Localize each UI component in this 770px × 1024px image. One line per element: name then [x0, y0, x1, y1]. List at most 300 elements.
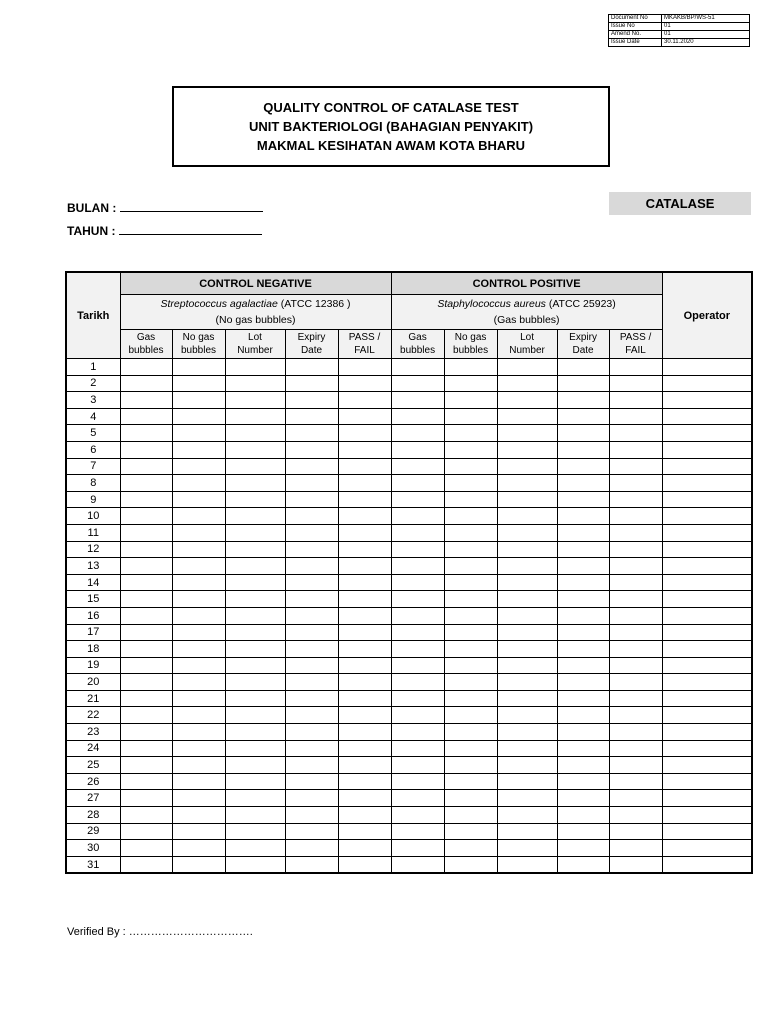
entry-cell[interactable]	[444, 624, 497, 641]
entry-cell[interactable]	[444, 491, 497, 508]
entry-cell[interactable]	[338, 607, 391, 624]
entry-cell[interactable]	[391, 491, 444, 508]
entry-cell[interactable]	[120, 807, 172, 824]
entry-cell[interactable]	[285, 674, 338, 691]
entry-cell[interactable]	[391, 425, 444, 442]
operator-cell[interactable]	[662, 807, 752, 824]
operator-cell[interactable]	[662, 624, 752, 641]
entry-cell[interactable]	[120, 524, 172, 541]
operator-cell[interactable]	[662, 674, 752, 691]
entry-cell[interactable]	[172, 425, 225, 442]
entry-cell[interactable]	[285, 392, 338, 409]
entry-cell[interactable]	[120, 840, 172, 857]
entry-cell[interactable]	[225, 740, 285, 757]
entry-cell[interactable]	[120, 773, 172, 790]
entry-cell[interactable]	[225, 375, 285, 392]
entry-cell[interactable]	[444, 558, 497, 575]
entry-cell[interactable]	[497, 359, 557, 376]
entry-cell[interactable]	[120, 458, 172, 475]
entry-cell[interactable]	[225, 607, 285, 624]
entry-cell[interactable]	[557, 657, 609, 674]
entry-cell[interactable]	[444, 375, 497, 392]
entry-cell[interactable]	[444, 840, 497, 857]
entry-cell[interactable]	[444, 591, 497, 608]
entry-cell[interactable]	[609, 458, 662, 475]
entry-cell[interactable]	[172, 508, 225, 525]
entry-cell[interactable]	[557, 392, 609, 409]
entry-cell[interactable]	[391, 607, 444, 624]
entry-cell[interactable]	[225, 823, 285, 840]
operator-cell[interactable]	[662, 757, 752, 774]
entry-cell[interactable]	[172, 856, 225, 873]
entry-cell[interactable]	[120, 359, 172, 376]
entry-cell[interactable]	[120, 740, 172, 757]
entry-cell[interactable]	[497, 541, 557, 558]
entry-cell[interactable]	[172, 441, 225, 458]
entry-cell[interactable]	[557, 674, 609, 691]
entry-cell[interactable]	[225, 524, 285, 541]
operator-cell[interactable]	[662, 541, 752, 558]
entry-cell[interactable]	[120, 607, 172, 624]
entry-cell[interactable]	[120, 707, 172, 724]
entry-cell[interactable]	[285, 458, 338, 475]
entry-cell[interactable]	[285, 624, 338, 641]
entry-cell[interactable]	[338, 392, 391, 409]
operator-cell[interactable]	[662, 840, 752, 857]
entry-cell[interactable]	[557, 524, 609, 541]
entry-cell[interactable]	[285, 359, 338, 376]
entry-cell[interactable]	[444, 425, 497, 442]
entry-cell[interactable]	[285, 441, 338, 458]
operator-cell[interactable]	[662, 773, 752, 790]
entry-cell[interactable]	[391, 574, 444, 591]
entry-cell[interactable]	[225, 392, 285, 409]
entry-cell[interactable]	[120, 856, 172, 873]
entry-cell[interactable]	[557, 591, 609, 608]
entry-cell[interactable]	[497, 757, 557, 774]
entry-cell[interactable]	[497, 674, 557, 691]
operator-cell[interactable]	[662, 607, 752, 624]
entry-cell[interactable]	[557, 508, 609, 525]
entry-cell[interactable]	[557, 773, 609, 790]
entry-cell[interactable]	[225, 773, 285, 790]
entry-cell[interactable]	[444, 607, 497, 624]
entry-cell[interactable]	[391, 856, 444, 873]
entry-cell[interactable]	[444, 773, 497, 790]
entry-cell[interactable]	[609, 840, 662, 857]
entry-cell[interactable]	[391, 558, 444, 575]
entry-cell[interactable]	[338, 491, 391, 508]
entry-cell[interactable]	[172, 375, 225, 392]
entry-cell[interactable]	[497, 823, 557, 840]
bulan-line[interactable]	[120, 201, 263, 212]
entry-cell[interactable]	[285, 823, 338, 840]
entry-cell[interactable]	[338, 773, 391, 790]
entry-cell[interactable]	[557, 558, 609, 575]
entry-cell[interactable]	[172, 574, 225, 591]
entry-cell[interactable]	[497, 641, 557, 658]
entry-cell[interactable]	[225, 491, 285, 508]
entry-cell[interactable]	[338, 375, 391, 392]
entry-cell[interactable]	[391, 657, 444, 674]
entry-cell[interactable]	[338, 690, 391, 707]
operator-cell[interactable]	[662, 441, 752, 458]
entry-cell[interactable]	[609, 790, 662, 807]
entry-cell[interactable]	[338, 641, 391, 658]
entry-cell[interactable]	[338, 740, 391, 757]
entry-cell[interactable]	[120, 790, 172, 807]
entry-cell[interactable]	[172, 707, 225, 724]
entry-cell[interactable]	[609, 491, 662, 508]
entry-cell[interactable]	[172, 408, 225, 425]
entry-cell[interactable]	[285, 740, 338, 757]
entry-cell[interactable]	[444, 641, 497, 658]
operator-cell[interactable]	[662, 458, 752, 475]
entry-cell[interactable]	[338, 558, 391, 575]
entry-cell[interactable]	[225, 840, 285, 857]
entry-cell[interactable]	[172, 840, 225, 857]
entry-cell[interactable]	[338, 856, 391, 873]
entry-cell[interactable]	[120, 425, 172, 442]
entry-cell[interactable]	[172, 591, 225, 608]
entry-cell[interactable]	[172, 757, 225, 774]
entry-cell[interactable]	[338, 408, 391, 425]
entry-cell[interactable]	[225, 856, 285, 873]
entry-cell[interactable]	[225, 508, 285, 525]
entry-cell[interactable]	[338, 823, 391, 840]
entry-cell[interactable]	[120, 823, 172, 840]
entry-cell[interactable]	[120, 624, 172, 641]
operator-cell[interactable]	[662, 425, 752, 442]
entry-cell[interactable]	[225, 790, 285, 807]
entry-cell[interactable]	[497, 408, 557, 425]
entry-cell[interactable]	[285, 790, 338, 807]
entry-cell[interactable]	[497, 491, 557, 508]
operator-cell[interactable]	[662, 508, 752, 525]
entry-cell[interactable]	[497, 458, 557, 475]
entry-cell[interactable]	[609, 823, 662, 840]
entry-cell[interactable]	[391, 508, 444, 525]
entry-cell[interactable]	[497, 840, 557, 857]
operator-cell[interactable]	[662, 491, 752, 508]
entry-cell[interactable]	[285, 840, 338, 857]
entry-cell[interactable]	[172, 607, 225, 624]
entry-cell[interactable]	[338, 359, 391, 376]
entry-cell[interactable]	[609, 441, 662, 458]
entry-cell[interactable]	[338, 458, 391, 475]
entry-cell[interactable]	[609, 740, 662, 757]
entry-cell[interactable]	[172, 359, 225, 376]
operator-cell[interactable]	[662, 574, 752, 591]
entry-cell[interactable]	[225, 408, 285, 425]
entry-cell[interactable]	[225, 624, 285, 641]
entry-cell[interactable]	[557, 624, 609, 641]
entry-cell[interactable]	[557, 641, 609, 658]
entry-cell[interactable]	[225, 458, 285, 475]
entry-cell[interactable]	[338, 425, 391, 442]
entry-cell[interactable]	[391, 375, 444, 392]
operator-cell[interactable]	[662, 524, 752, 541]
entry-cell[interactable]	[285, 475, 338, 492]
entry-cell[interactable]	[285, 641, 338, 658]
entry-cell[interactable]	[557, 408, 609, 425]
entry-cell[interactable]	[172, 558, 225, 575]
operator-cell[interactable]	[662, 707, 752, 724]
entry-cell[interactable]	[609, 856, 662, 873]
entry-cell[interactable]	[444, 441, 497, 458]
entry-cell[interactable]	[338, 840, 391, 857]
entry-cell[interactable]	[444, 574, 497, 591]
entry-cell[interactable]	[338, 757, 391, 774]
entry-cell[interactable]	[120, 475, 172, 492]
entry-cell[interactable]	[285, 690, 338, 707]
entry-cell[interactable]	[172, 541, 225, 558]
entry-cell[interactable]	[497, 773, 557, 790]
entry-cell[interactable]	[172, 524, 225, 541]
entry-cell[interactable]	[497, 591, 557, 608]
entry-cell[interactable]	[120, 541, 172, 558]
verified-by[interactable]: Verified By : …………………………….	[67, 926, 253, 938]
entry-cell[interactable]	[285, 657, 338, 674]
entry-cell[interactable]	[557, 790, 609, 807]
entry-cell[interactable]	[497, 475, 557, 492]
entry-cell[interactable]	[120, 674, 172, 691]
entry-cell[interactable]	[338, 524, 391, 541]
entry-cell[interactable]	[338, 441, 391, 458]
entry-cell[interactable]	[120, 690, 172, 707]
entry-cell[interactable]	[609, 359, 662, 376]
operator-cell[interactable]	[662, 392, 752, 409]
entry-cell[interactable]	[225, 558, 285, 575]
entry-cell[interactable]	[497, 425, 557, 442]
entry-cell[interactable]	[172, 392, 225, 409]
entry-cell[interactable]	[225, 541, 285, 558]
entry-cell[interactable]	[557, 757, 609, 774]
entry-cell[interactable]	[444, 657, 497, 674]
entry-cell[interactable]	[391, 359, 444, 376]
entry-cell[interactable]	[285, 773, 338, 790]
entry-cell[interactable]	[120, 408, 172, 425]
entry-cell[interactable]	[444, 740, 497, 757]
entry-cell[interactable]	[444, 724, 497, 741]
entry-cell[interactable]	[497, 508, 557, 525]
entry-cell[interactable]	[609, 757, 662, 774]
entry-cell[interactable]	[391, 757, 444, 774]
entry-cell[interactable]	[557, 574, 609, 591]
entry-cell[interactable]	[557, 425, 609, 442]
operator-cell[interactable]	[662, 641, 752, 658]
entry-cell[interactable]	[285, 491, 338, 508]
entry-cell[interactable]	[391, 823, 444, 840]
entry-cell[interactable]	[391, 624, 444, 641]
entry-cell[interactable]	[391, 840, 444, 857]
entry-cell[interactable]	[444, 823, 497, 840]
entry-cell[interactable]	[391, 458, 444, 475]
entry-cell[interactable]	[497, 807, 557, 824]
entry-cell[interactable]	[497, 441, 557, 458]
entry-cell[interactable]	[497, 392, 557, 409]
entry-cell[interactable]	[120, 591, 172, 608]
entry-cell[interactable]	[172, 773, 225, 790]
entry-cell[interactable]	[609, 707, 662, 724]
entry-cell[interactable]	[609, 591, 662, 608]
operator-cell[interactable]	[662, 790, 752, 807]
bulan-field[interactable]	[67, 201, 263, 215]
entry-cell[interactable]	[285, 425, 338, 442]
entry-cell[interactable]	[497, 558, 557, 575]
entry-cell[interactable]	[225, 591, 285, 608]
entry-cell[interactable]	[225, 425, 285, 442]
entry-cell[interactable]	[391, 392, 444, 409]
entry-cell[interactable]	[120, 657, 172, 674]
entry-cell[interactable]	[557, 375, 609, 392]
entry-cell[interactable]	[557, 458, 609, 475]
entry-cell[interactable]	[497, 740, 557, 757]
entry-cell[interactable]	[172, 740, 225, 757]
entry-cell[interactable]	[285, 757, 338, 774]
entry-cell[interactable]	[172, 641, 225, 658]
entry-cell[interactable]	[609, 524, 662, 541]
entry-cell[interactable]	[172, 690, 225, 707]
entry-cell[interactable]	[285, 524, 338, 541]
entry-cell[interactable]	[609, 574, 662, 591]
entry-cell[interactable]	[338, 541, 391, 558]
entry-cell[interactable]	[225, 359, 285, 376]
entry-cell[interactable]	[285, 591, 338, 608]
entry-cell[interactable]	[609, 624, 662, 641]
entry-cell[interactable]	[285, 375, 338, 392]
entry-cell[interactable]	[609, 807, 662, 824]
entry-cell[interactable]	[285, 707, 338, 724]
entry-cell[interactable]	[391, 408, 444, 425]
entry-cell[interactable]	[609, 541, 662, 558]
entry-cell[interactable]	[338, 574, 391, 591]
entry-cell[interactable]	[338, 674, 391, 691]
entry-cell[interactable]	[557, 359, 609, 376]
entry-cell[interactable]	[172, 807, 225, 824]
entry-cell[interactable]	[444, 541, 497, 558]
entry-cell[interactable]	[120, 574, 172, 591]
entry-cell[interactable]	[391, 524, 444, 541]
operator-cell[interactable]	[662, 856, 752, 873]
operator-cell[interactable]	[662, 724, 752, 741]
entry-cell[interactable]	[497, 707, 557, 724]
entry-cell[interactable]	[120, 641, 172, 658]
entry-cell[interactable]	[391, 441, 444, 458]
entry-cell[interactable]	[225, 441, 285, 458]
entry-cell[interactable]	[391, 690, 444, 707]
entry-cell[interactable]	[120, 441, 172, 458]
entry-cell[interactable]	[391, 475, 444, 492]
entry-cell[interactable]	[225, 475, 285, 492]
entry-cell[interactable]	[338, 591, 391, 608]
operator-cell[interactable]	[662, 558, 752, 575]
entry-cell[interactable]	[444, 475, 497, 492]
entry-cell[interactable]	[444, 408, 497, 425]
entry-cell[interactable]	[609, 690, 662, 707]
entry-cell[interactable]	[391, 641, 444, 658]
entry-cell[interactable]	[444, 856, 497, 873]
entry-cell[interactable]	[609, 558, 662, 575]
entry-cell[interactable]	[120, 375, 172, 392]
entry-cell[interactable]	[225, 574, 285, 591]
entry-cell[interactable]	[557, 807, 609, 824]
entry-cell[interactable]	[609, 657, 662, 674]
operator-cell[interactable]	[662, 740, 752, 757]
entry-cell[interactable]	[172, 823, 225, 840]
entry-cell[interactable]	[609, 508, 662, 525]
entry-cell[interactable]	[172, 657, 225, 674]
entry-cell[interactable]	[557, 724, 609, 741]
entry-cell[interactable]	[444, 392, 497, 409]
entry-cell[interactable]	[285, 508, 338, 525]
entry-cell[interactable]	[338, 807, 391, 824]
entry-cell[interactable]	[225, 657, 285, 674]
operator-cell[interactable]	[662, 690, 752, 707]
entry-cell[interactable]	[497, 856, 557, 873]
entry-cell[interactable]	[609, 724, 662, 741]
entry-cell[interactable]	[391, 541, 444, 558]
entry-cell[interactable]	[444, 707, 497, 724]
operator-cell[interactable]	[662, 591, 752, 608]
entry-cell[interactable]	[444, 790, 497, 807]
entry-cell[interactable]	[172, 458, 225, 475]
entry-cell[interactable]	[285, 541, 338, 558]
entry-cell[interactable]	[609, 674, 662, 691]
operator-cell[interactable]	[662, 408, 752, 425]
operator-cell[interactable]	[662, 823, 752, 840]
entry-cell[interactable]	[338, 724, 391, 741]
entry-cell[interactable]	[444, 690, 497, 707]
entry-cell[interactable]	[285, 558, 338, 575]
entry-cell[interactable]	[338, 790, 391, 807]
entry-cell[interactable]	[497, 724, 557, 741]
entry-cell[interactable]	[391, 773, 444, 790]
entry-cell[interactable]	[172, 790, 225, 807]
entry-cell[interactable]	[285, 856, 338, 873]
entry-cell[interactable]	[444, 807, 497, 824]
entry-cell[interactable]	[557, 541, 609, 558]
entry-cell[interactable]	[557, 840, 609, 857]
entry-cell[interactable]	[391, 591, 444, 608]
entry-cell[interactable]	[557, 823, 609, 840]
entry-cell[interactable]	[285, 724, 338, 741]
operator-cell[interactable]	[662, 375, 752, 392]
entry-cell[interactable]	[172, 624, 225, 641]
entry-cell[interactable]	[391, 790, 444, 807]
entry-cell[interactable]	[338, 508, 391, 525]
entry-cell[interactable]	[172, 491, 225, 508]
entry-cell[interactable]	[444, 524, 497, 541]
operator-cell[interactable]	[662, 657, 752, 674]
entry-cell[interactable]	[609, 607, 662, 624]
entry-cell[interactable]	[557, 690, 609, 707]
entry-cell[interactable]	[609, 425, 662, 442]
entry-cell[interactable]	[391, 740, 444, 757]
tahun-field[interactable]	[67, 224, 262, 238]
operator-cell[interactable]	[662, 475, 752, 492]
entry-cell[interactable]	[444, 458, 497, 475]
entry-cell[interactable]	[444, 359, 497, 376]
entry-cell[interactable]	[120, 508, 172, 525]
entry-cell[interactable]	[609, 773, 662, 790]
entry-cell[interactable]	[497, 690, 557, 707]
entry-cell[interactable]	[285, 574, 338, 591]
entry-cell[interactable]	[497, 624, 557, 641]
entry-cell[interactable]	[120, 724, 172, 741]
entry-cell[interactable]	[225, 757, 285, 774]
entry-cell[interactable]	[609, 408, 662, 425]
